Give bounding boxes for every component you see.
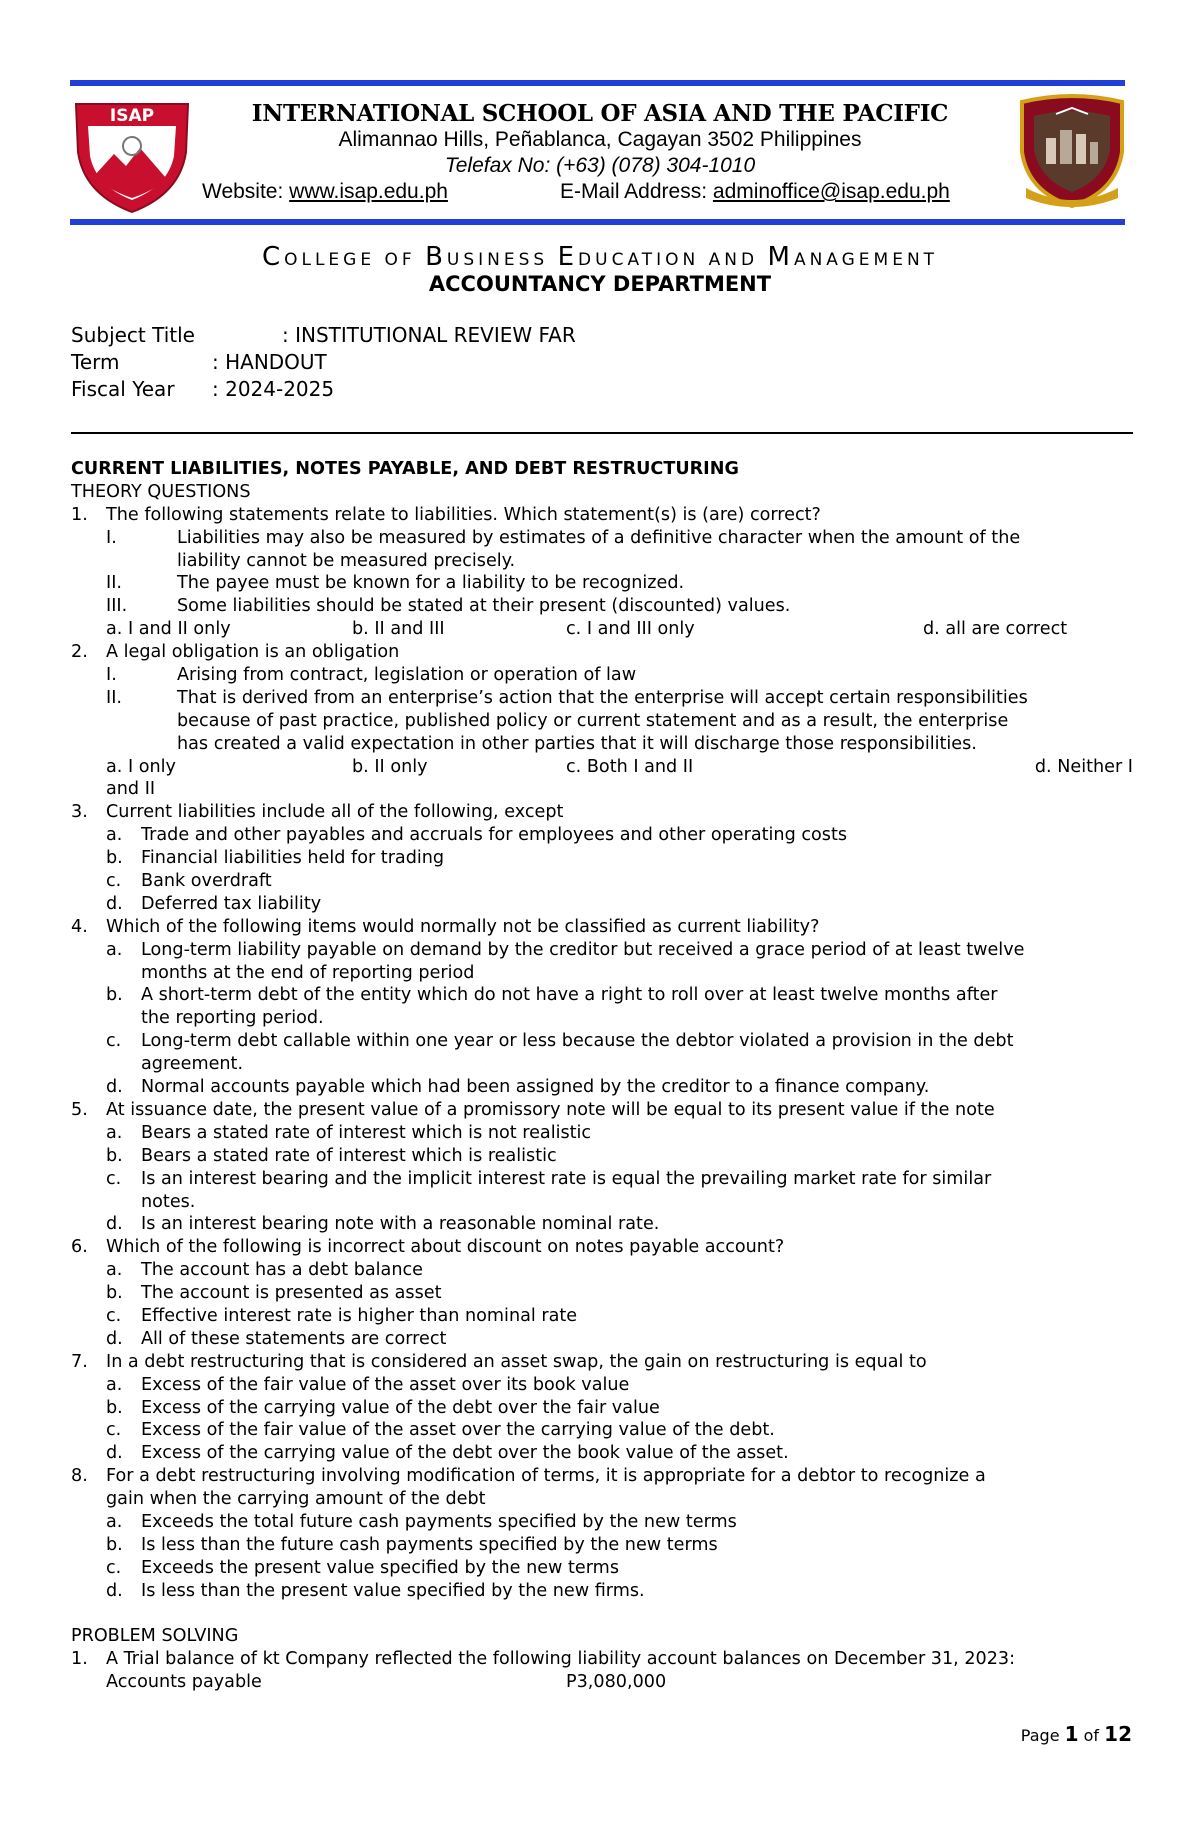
problem-1-item bbox=[71, 1671, 1133, 1694]
q6-option-d: d. All of these statements are correct bbox=[106, 1328, 447, 1349]
q7-option-b: b. Excess of the carrying value of the debt over the fair value bbox=[106, 1397, 660, 1418]
q5-option-c-cont: notes. bbox=[141, 1191, 196, 1212]
question-5: 5. At issuance date, the present value of a promissory note will be equal to its present value if the note bbox=[71, 1099, 995, 1120]
q1-choice-a: a. I and II only bbox=[106, 619, 231, 640]
subject-value: : INSTITUTIONAL REVIEW FAR bbox=[282, 323, 576, 347]
account-amount: P3,080,000 bbox=[566, 1672, 667, 1693]
q4-option-d: d. Normal accounts payable which had been assigned by the creditor to a finance company. bbox=[106, 1077, 930, 1098]
q4-option-c-cont: agreement. bbox=[141, 1054, 244, 1075]
term-row bbox=[71, 350, 327, 374]
account-name: Accounts payable bbox=[106, 1672, 262, 1693]
subject-row bbox=[71, 323, 576, 347]
school-address: Alimannao Hills, Peñablanca, Cagayan 3502 Philippines bbox=[338, 128, 862, 151]
section-title: CURRENT LIABILITIES, NOTES PAYABLE, AND DEBT RESTRUCTURING bbox=[71, 459, 739, 479]
header-top-rule bbox=[70, 80, 1125, 86]
total-pages: 12 bbox=[1104, 1722, 1132, 1746]
subject-label: Subject Title bbox=[71, 323, 195, 347]
department-title: ACCOUNTANCY DEPARTMENT bbox=[428, 272, 772, 296]
question-3: 3. Current liabilities include all of the following, except bbox=[71, 802, 564, 823]
q1-choice-d: d. all are correct bbox=[923, 619, 1068, 640]
question-7: 7. In a debt restructuring that is considered an asset swap, the gain on restructuring is equal to bbox=[71, 1351, 927, 1372]
q2-choice-b: b. II only bbox=[352, 756, 428, 777]
email-line bbox=[560, 180, 950, 204]
website-line bbox=[202, 180, 448, 204]
question-4: 4. Which of the following items would normally not be classified as current liability? bbox=[71, 916, 820, 937]
q8-option-d: d. Is less than the present value specified by the new firms. bbox=[106, 1580, 645, 1601]
question-6: 6. Which of the following is incorrect about discount on notes payable account? bbox=[71, 1237, 785, 1258]
fiscal-label: Fiscal Year bbox=[71, 377, 175, 401]
q2-choice-d-cont: and II bbox=[106, 779, 156, 800]
q1-statement-i: I. Liabilities may also be measured by estimates of a definitive character when the amount of the bbox=[106, 527, 1021, 548]
fiscal-row bbox=[71, 377, 335, 401]
college-seal-logo bbox=[1012, 92, 1132, 212]
q5-option-a: a. Bears a stated rate of interest which is not realistic bbox=[106, 1122, 592, 1143]
page-number: 1 bbox=[1064, 1722, 1079, 1746]
q2-statement-ii-cont1: because of past practice, published policy or current statement and as a result, the enterprise bbox=[177, 710, 1009, 731]
of-word: of bbox=[1083, 1726, 1100, 1745]
question-8: 8. For a debt restructuring involving modification of terms, it is appropriate for a debtor to recognize a bbox=[71, 1466, 986, 1487]
q4-option-a-cont: months at the end of reporting period bbox=[141, 962, 475, 983]
q1-choices bbox=[71, 618, 1133, 641]
q6-option-b: b. The account is presented as asset bbox=[106, 1283, 442, 1304]
q1-choice-b: b. II and III bbox=[352, 619, 445, 640]
q5-option-b: b. Bears a stated rate of interest which is realistic bbox=[106, 1145, 557, 1166]
q6-option-a: a. The account has a debt balance bbox=[106, 1260, 423, 1281]
fiscal-value: : 2024-2025 bbox=[212, 377, 335, 401]
q8-option-a: a. Exceeds the total future cash payments specified by the new terms bbox=[106, 1511, 737, 1532]
term-value: : HANDOUT bbox=[212, 350, 327, 374]
problem-heading: PROBLEM SOLVING bbox=[71, 1626, 239, 1647]
header-bottom-rule bbox=[70, 219, 1125, 225]
q2-statement-i: I. Arising from contract, legislation or operation of law bbox=[106, 665, 637, 686]
q3-option-b: b. Financial liabilities held for trading bbox=[106, 848, 445, 869]
q1-statement-i-cont: liability cannot be measured precisely. bbox=[177, 550, 516, 571]
q3-option-a: a. Trade and other payables and accruals for employees and other operating costs bbox=[106, 825, 848, 846]
q6-option-c: c. Effective interest rate is higher than nominal rate bbox=[106, 1305, 578, 1326]
q8-option-c: c. Exceeds the present value specified by the new terms bbox=[106, 1557, 619, 1578]
q3-option-d: d. Deferred tax liability bbox=[106, 893, 322, 914]
page-word: Page bbox=[1020, 1726, 1060, 1745]
q2-statement-ii: II. That is derived from an enterprise’s action that the enterprise will accept certain responsibilities bbox=[106, 687, 1028, 708]
question-2: 2. A legal obligation is an obligation bbox=[71, 642, 400, 663]
q3-option-c: c. Bank overdraft bbox=[106, 871, 272, 892]
q2-statement-ii-cont2: has created a valid expectation in other parties that it will discharge those responsibilities. bbox=[177, 733, 977, 754]
theory-heading: THEORY QUESTIONS bbox=[71, 481, 251, 502]
college-title: COLLEGE OF BUSINESS EDUCATION AND MANAGEMENT bbox=[261, 242, 939, 272]
q2-choice-c: c. Both I and II bbox=[566, 756, 694, 777]
email-label: E-Mail Address: bbox=[560, 180, 708, 203]
q1-statement-ii: II. The payee must be known for a liability to be recognized. bbox=[106, 573, 685, 594]
isap-logo-text: ISAP bbox=[109, 106, 155, 126]
page-footer bbox=[1021, 1722, 1132, 1746]
email-link[interactable]: adminoffice@isap.edu.ph bbox=[712, 180, 950, 203]
q2-choice-a: a. I only bbox=[106, 756, 176, 777]
website-link[interactable]: www.isap.edu.ph bbox=[289, 180, 448, 203]
q7-option-c: c. Excess of the fair value of the asset over the carrying value of the debt. bbox=[106, 1420, 775, 1441]
term-label: Term bbox=[71, 350, 120, 374]
q7-option-d: d. Excess of the carrying value of the debt over the book value of the asset. bbox=[106, 1443, 789, 1464]
q2-choice-d: d. Neither I bbox=[1034, 756, 1133, 777]
question-1: 1. The following statements relate to liabilities. Which statement(s) is (are) correct? bbox=[71, 504, 821, 525]
school-name: INTERNATIONAL SCHOOL OF ASIA AND THE PACIFIC bbox=[251, 100, 949, 127]
question-8-cont: gain when the carrying amount of the debt bbox=[106, 1489, 486, 1510]
q4-option-b-cont: the reporting period. bbox=[141, 1008, 324, 1029]
q8-option-b: b. Is less than the future cash payments specified by the new terms bbox=[106, 1534, 718, 1555]
q1-statement-iii: III. Some liabilities should be stated at their present (discounted) values. bbox=[106, 596, 791, 617]
q4-option-a: a. Long-term liability payable on demand by the creditor but received a grace period of at least twelve bbox=[106, 939, 1025, 960]
q2-choices bbox=[71, 756, 1133, 779]
q4-option-b: b. A short-term debt of the entity which do not have a right to roll over at least twelve months after bbox=[106, 985, 998, 1006]
isap-logo bbox=[70, 98, 194, 216]
section-divider bbox=[71, 432, 1133, 434]
q4-option-c: c. Long-term debt callable within one year or less because the debtor violated a provision in the debt bbox=[106, 1031, 1014, 1052]
website-label: Website: bbox=[202, 180, 284, 203]
q5-option-d: d. Is an interest bearing note with a reasonable nominal rate. bbox=[106, 1214, 660, 1235]
document-body bbox=[71, 458, 1133, 1694]
blank-spacer bbox=[71, 1603, 1133, 1626]
q5-option-c: c. Is an interest bearing and the implicit interest rate is equal the prevailing market rate for similar bbox=[106, 1168, 992, 1189]
school-telefax: Telefax No: (+63) (078) 304-1010 bbox=[444, 154, 756, 177]
q7-option-a: a. Excess of the fair value of the asset over its book value bbox=[106, 1374, 630, 1395]
q1-choice-c: c. I and III only bbox=[566, 619, 695, 640]
problem-1: 1. A Trial balance of kt Company reflected the following liability account balances on December 31, 2023: bbox=[71, 1649, 1016, 1670]
